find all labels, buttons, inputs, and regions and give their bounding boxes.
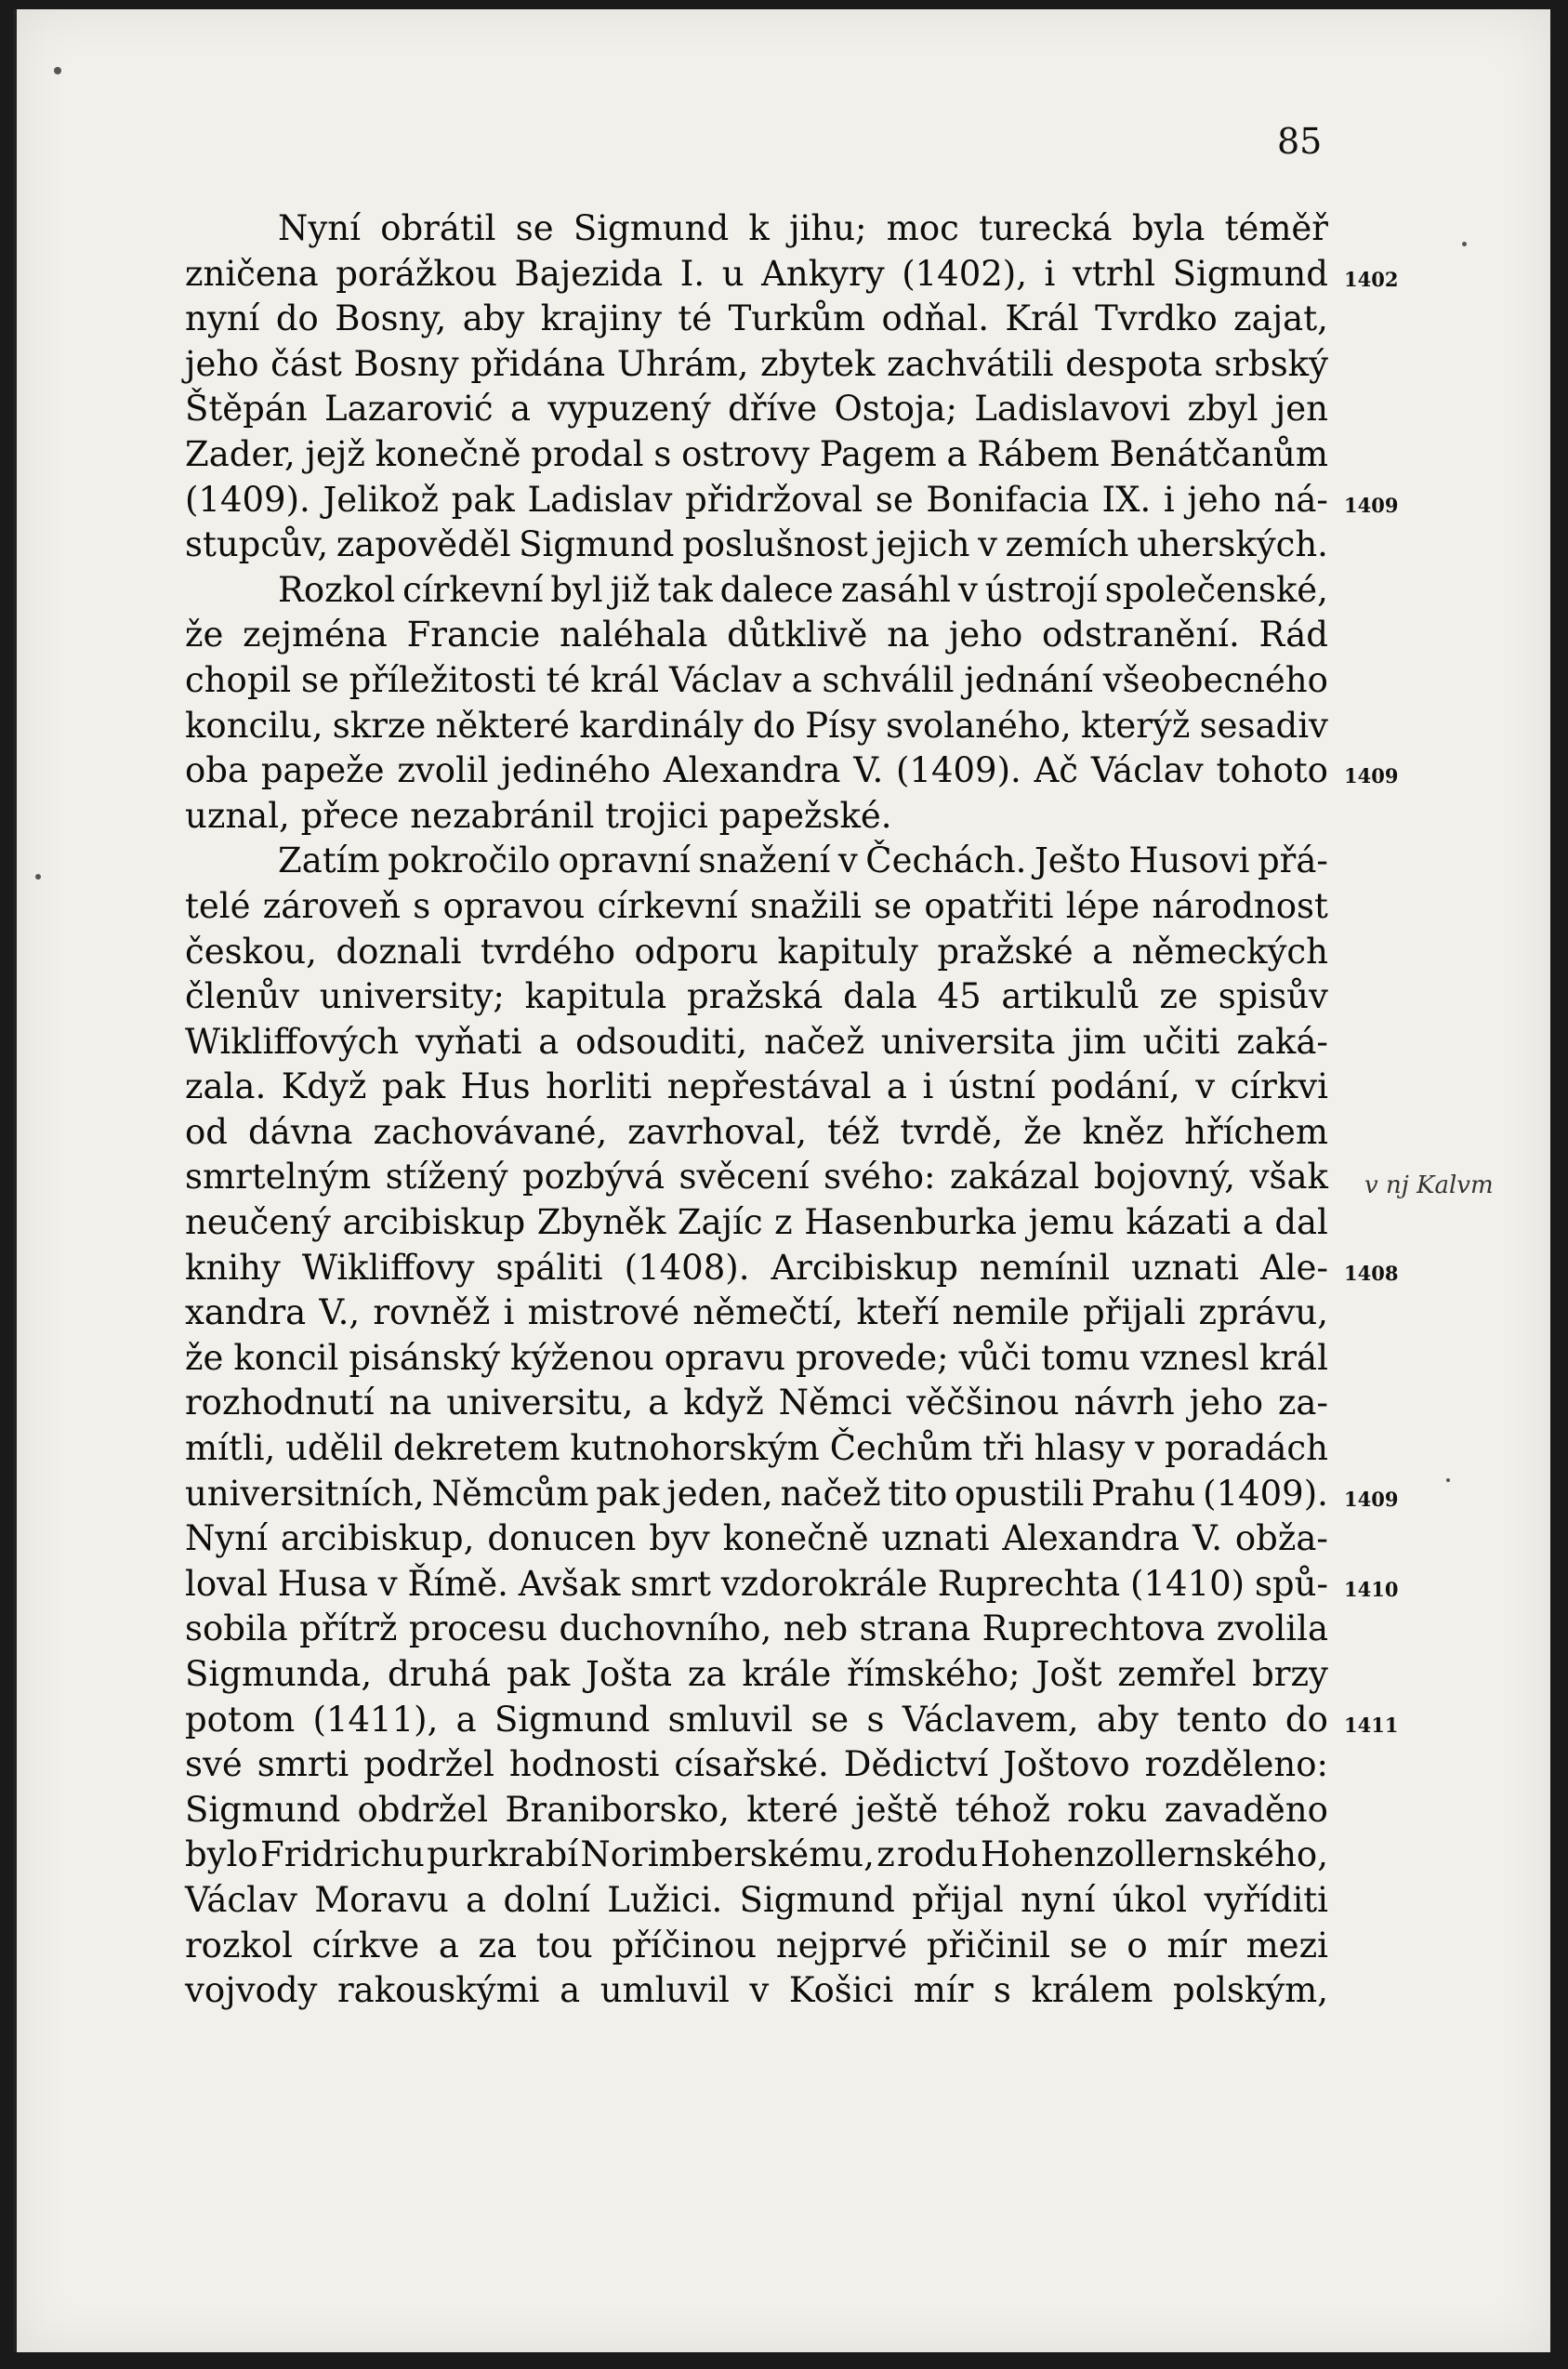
margin-year: 1409 — [1344, 493, 1399, 517]
text-line: Wikliffových vyňati a odsouditi, načež universita jim učiti zaká- — [185, 1021, 1328, 1062]
text-line: stupcův, zapověděl Sigmund poslušnost jejich v zemích uherských. — [185, 524, 1328, 565]
text-line: Nyní obrátil se Sigmund k jihu; moc turecká byla téměř — [278, 208, 1328, 248]
text-line: oba papeže zvolil jediného Alexandra V. (1409). Ač Václav tohoto — [185, 750, 1328, 791]
text-line: universitních, Němcům pak jeden, načež tito opustili Prahu (1409). — [185, 1473, 1328, 1514]
text-line: uznal, přece nezabránil trojici papežské. — [185, 795, 892, 836]
text-line: své smrti podržel hodnosti císařské. Dědictví Joštovo rozděleno: — [185, 1744, 1328, 1785]
text-line: xandra V., rovněž i mistrové němečtí, kteří nemile přijali zprávu, — [185, 1292, 1328, 1333]
text-line: zničena porážkou Bajezida I. u Ankyry (1402), i vtrhl Sigmund — [185, 253, 1328, 294]
text-line: Štěpán Lazarović a vypuzený dříve Ostoja; Ladislavovi zbyl jen — [185, 389, 1328, 430]
text-line: že zejména Francie naléhala důtklivě na jeho odstranění. Rád — [185, 615, 1328, 655]
text-line: členův university; kapitula pražská dala 45 artikulů ze spisův — [185, 976, 1328, 1017]
margin-year: 1410 — [1344, 1578, 1399, 1601]
text-line: koncilu, skrze některé kardinály do Písy svolaného, kterýž sesadiv — [185, 705, 1328, 746]
text-line: sobila přítrž procesu duchovního, neb strana Ruprechtova zvolila — [185, 1608, 1328, 1649]
text-line: českou, doznali tvrdého odporu kapituly pražské a německých — [185, 931, 1328, 972]
handwritten-note: v nj Kalvm — [1364, 1171, 1494, 1199]
text-line: telé zároveň s opravou církevní snažili se opatřiti lépe národnost — [185, 885, 1328, 926]
text-line: Václav Moravu a dolní Lužici. Sigmund přijal nyní úkol vyříditi — [185, 1879, 1328, 1920]
text-line: knihy Wikliffovy spáliti (1408). Arcibiskup nemínil uznati Ale- — [185, 1247, 1328, 1288]
text-line: rozkol církve a za tou příčinou nejprvé přičinil se o mír mezi — [185, 1925, 1328, 1965]
text-line: (1409). Jelikož pak Ladislav přidržoval se Bonifacia IX. i jeho ná- — [185, 479, 1328, 520]
margin-year: 1409 — [1344, 764, 1399, 788]
text-line: jeho část Bosny přidána Uhrám, zbytek zachvátili despota srbský — [185, 343, 1328, 384]
text-line: smrtelným stížený pozbývá svěcení svého: zakázal bojovný, však — [185, 1157, 1328, 1198]
text-line: potom (1411), a Sigmund smluvil se s Václavem, aby tento do — [185, 1699, 1328, 1740]
text-line: Sigmund obdržel Braniborsko, které ještě téhož roku zavaděno — [185, 1789, 1328, 1830]
text-line: že koncil pisánský kýženou opravu provede; vůči tomu vznesl král — [185, 1337, 1328, 1378]
margin-year: 1402 — [1344, 267, 1399, 291]
text-line: bylo Fridrichu purkrabí Norimberskému, z rodu Hohenzollernského, — [185, 1834, 1328, 1875]
text-line: Zatím pokročilo opravní snažení v Čechách. Ješto Husovi přá- — [278, 840, 1328, 881]
text-line: chopil se příležitosti té král Václav a schválil jednání všeobecného — [185, 659, 1328, 700]
text-line: zala. Když pak Hus horliti nepřestával a i ústní podání, v církvi — [185, 1066, 1328, 1107]
body-text — [185, 206, 1328, 2014]
text-line: nyní do Bosny, aby krajiny té Turkům odňal. Král Tvrdko zajat, — [185, 298, 1328, 339]
margin-year: 1409 — [1344, 1487, 1399, 1511]
text-line: Sigmunda, druhá pak Jošta za krále římského; Jošt zemřel brzy — [185, 1654, 1328, 1694]
text-line: Zader, jejž konečně prodal s ostrovy Pagem a Rábem Benátčanům — [185, 433, 1328, 474]
page-number: 85 — [1277, 121, 1323, 162]
text-line: Rozkol církevní byl již tak dalece zasáhl v ústrojí společenské, — [278, 569, 1328, 610]
text-line: od dávna zachovávané, zavrhoval, též tvrdě, že kněz hříchem — [185, 1111, 1328, 1152]
text-line: mítli, udělil dekretem kutnohorským Čechům tři hlasy v poradách — [185, 1428, 1328, 1469]
text-line: neučený arcibiskup Zbyněk Zajíc z Hasenburka jemu kázati a dal — [185, 1202, 1328, 1243]
margin-year: 1408 — [1344, 1261, 1399, 1285]
text-line: loval Husa v Římě. Avšak smrt vzdorokrále Ruprechta (1410) spů- — [185, 1563, 1328, 1604]
text-line: rozhodnutí na universitu, a když Němci věčšinou návrh jeho za- — [185, 1383, 1328, 1423]
margin-year: 1411 — [1344, 1713, 1399, 1737]
text-line: vojvody rakouskými a umluvil v Košici mír s králem polským, — [185, 1970, 1328, 2011]
text-line: Nyní arcibiskup, donucen byv konečně uznati Alexandra V. obža- — [185, 1518, 1328, 1559]
